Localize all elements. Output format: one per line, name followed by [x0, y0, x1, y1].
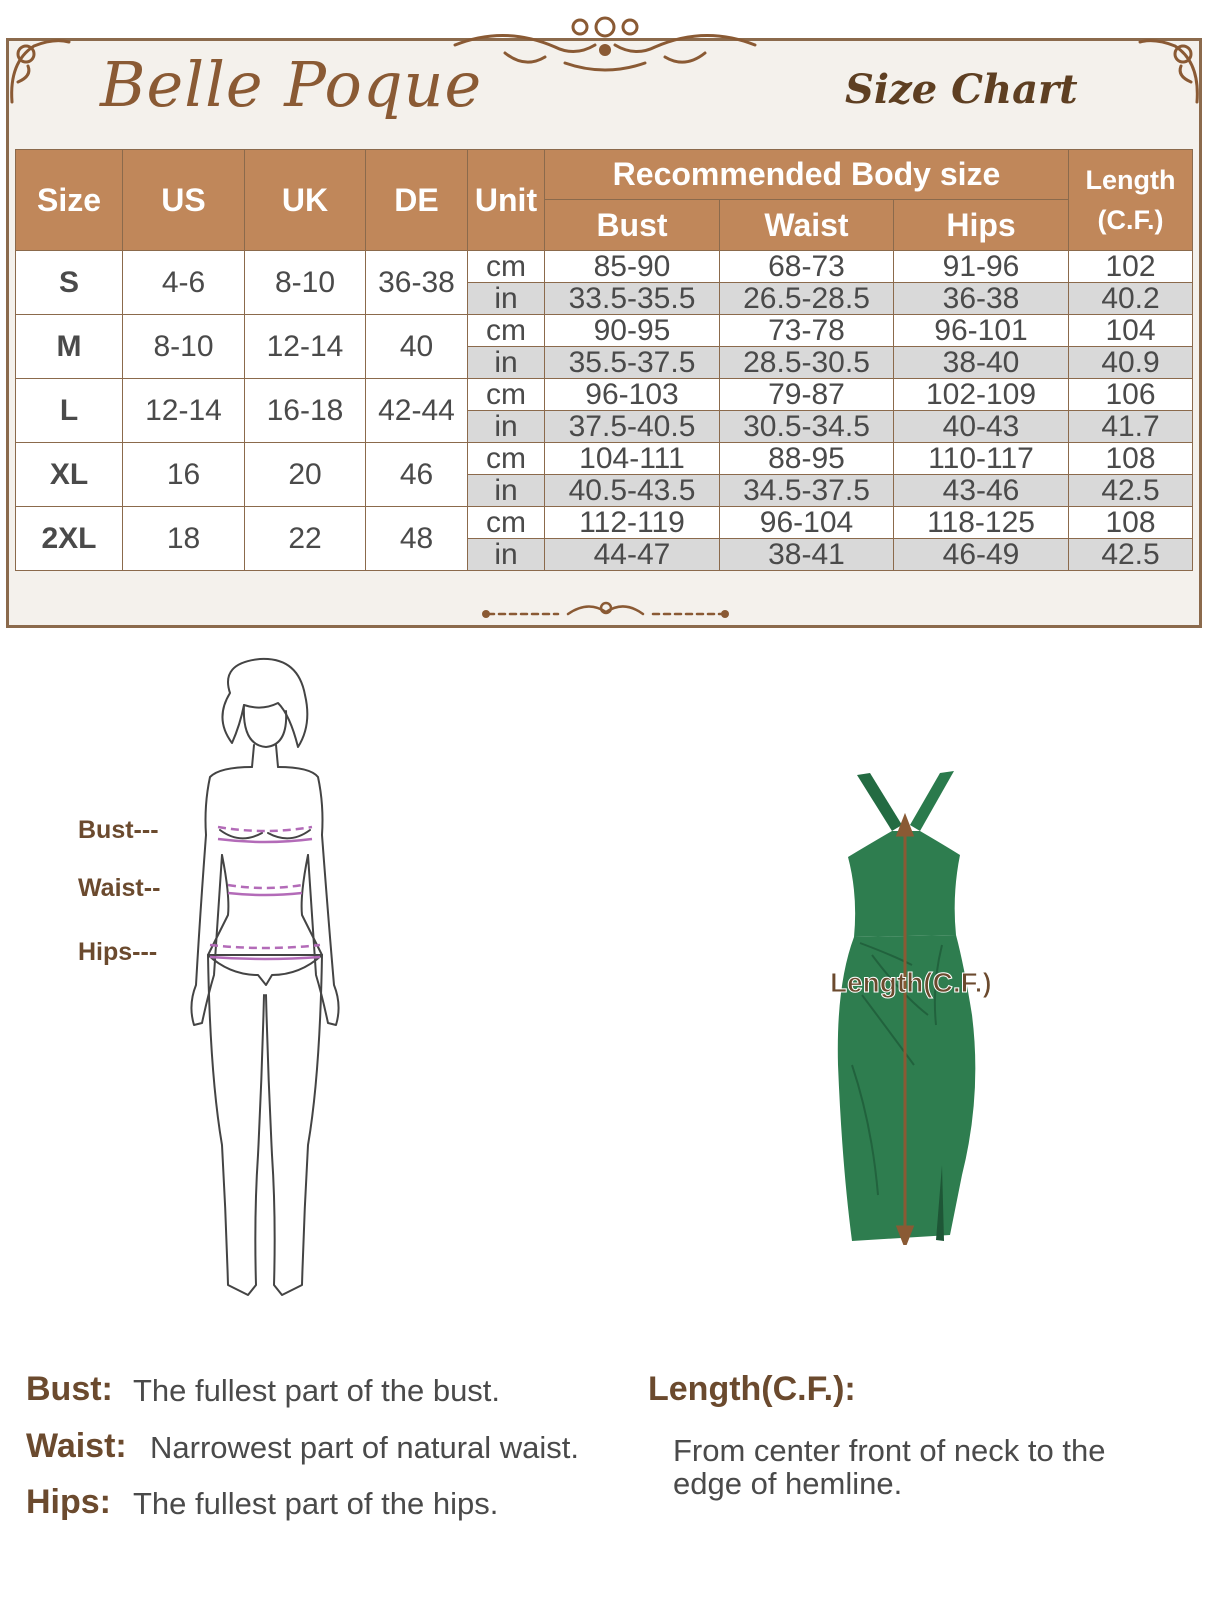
- length-cm-cell: 102: [1069, 251, 1193, 283]
- hips-in-cell: 36-38: [894, 283, 1069, 315]
- bust-in-cell: 40.5-43.5: [545, 475, 720, 507]
- table-row: [16, 443, 1193, 475]
- unit-cm-cell: cm: [468, 315, 545, 347]
- top-center-ornament-icon: [445, 5, 765, 77]
- us-cell: 16: [123, 443, 245, 507]
- hips-cm-cell: 118-125: [894, 507, 1069, 539]
- unit-cm-cell: cm: [468, 251, 545, 283]
- brand-logo: Belle Poque: [100, 48, 483, 121]
- de-cell: 46: [366, 443, 468, 507]
- hips-label: Hips---: [78, 938, 158, 966]
- def-length-text-line2: edge of hemline.: [673, 1466, 903, 1501]
- waist-cm-cell: 79-87: [720, 379, 894, 411]
- chart-title: Size Chart: [845, 66, 1078, 113]
- uk-cell: 16-18: [245, 379, 366, 443]
- waist-in-cell: 28.5-30.5: [720, 347, 894, 379]
- header-de: DE: [366, 150, 468, 251]
- top-right-corner-ornament-icon: [1135, 32, 1205, 112]
- length-in-cell: 42.5: [1069, 475, 1193, 507]
- bust-cm-cell: 112-119: [545, 507, 720, 539]
- waist-label: Waist--: [78, 874, 161, 902]
- length-cm-cell: 108: [1069, 443, 1193, 475]
- unit-cm-cell: cm: [468, 507, 545, 539]
- de-cell: 48: [366, 507, 468, 571]
- header-uk: UK: [245, 150, 366, 251]
- def-hips-term: Hips:: [26, 1483, 111, 1521]
- size-cell: XL: [16, 443, 123, 507]
- uk-cell: 12-14: [245, 315, 366, 379]
- waist-in-cell: 30.5-34.5: [720, 411, 894, 443]
- size-table: [15, 149, 1193, 571]
- length-in-cell: 41.7: [1069, 411, 1193, 443]
- def-waist-term: Waist:: [26, 1427, 127, 1465]
- header-length-line2: (C.F.): [1097, 205, 1164, 235]
- def-length-text-line1: From center front of neck to the: [673, 1433, 1106, 1468]
- waist-in-cell: 34.5-37.5: [720, 475, 894, 507]
- waist-cm-cell: 88-95: [720, 443, 894, 475]
- hips-cm-cell: 102-109: [894, 379, 1069, 411]
- header-us: US: [123, 150, 245, 251]
- de-cell: 42-44: [366, 379, 468, 443]
- de-cell: 36-38: [366, 251, 468, 315]
- hips-cm-cell: 96-101: [894, 315, 1069, 347]
- bust-in-cell: 37.5-40.5: [545, 411, 720, 443]
- de-cell: 40: [366, 315, 468, 379]
- header-hips: Hips: [894, 200, 1069, 251]
- length-in-cell: 42.5: [1069, 539, 1193, 571]
- uk-cell: 22: [245, 507, 366, 571]
- size-cell: L: [16, 379, 123, 443]
- waist-cm-cell: 68-73: [720, 251, 894, 283]
- def-length-term: Length(C.F.):: [648, 1370, 856, 1408]
- bust-cm-cell: 96-103: [545, 379, 720, 411]
- size-table-body: [16, 251, 1193, 571]
- us-cell: 12-14: [123, 379, 245, 443]
- uk-cell: 20: [245, 443, 366, 507]
- bust-in-cell: 33.5-35.5: [545, 283, 720, 315]
- header-length-line1: Length: [1085, 165, 1176, 195]
- size-cell: S: [16, 251, 123, 315]
- hips-in-cell: 40-43: [894, 411, 1069, 443]
- def-hips-text: The fullest part of the hips.: [133, 1486, 499, 1521]
- bust-cm-cell: 85-90: [545, 251, 720, 283]
- header-size: Size: [16, 150, 123, 251]
- header-waist: Waist: [720, 200, 894, 251]
- body-figure-illustration: [170, 655, 360, 1305]
- waist-in-cell: 38-41: [720, 539, 894, 571]
- table-row: [16, 379, 1193, 411]
- unit-in-cell: in: [468, 539, 545, 571]
- us-cell: 4-6: [123, 251, 245, 315]
- table-row: [16, 507, 1193, 539]
- table-row: [16, 251, 1193, 283]
- header-length: [1069, 150, 1193, 251]
- def-waist-text: Narrowest part of natural waist.: [150, 1430, 580, 1465]
- unit-cm-cell: cm: [468, 443, 545, 475]
- hips-in-cell: 38-40: [894, 347, 1069, 379]
- bust-cm-cell: 104-111: [545, 443, 720, 475]
- waist-cm-cell: 96-104: [720, 507, 894, 539]
- uk-cell: 8-10: [245, 251, 366, 315]
- bust-in-cell: 35.5-37.5: [545, 347, 720, 379]
- table-row: [16, 315, 1193, 347]
- def-bust-term: Bust:: [26, 1370, 113, 1408]
- us-cell: 8-10: [123, 315, 245, 379]
- waist-in-cell: 26.5-28.5: [720, 283, 894, 315]
- length-cm-cell: 104: [1069, 315, 1193, 347]
- us-cell: 18: [123, 507, 245, 571]
- dress-illustration: [832, 765, 982, 1245]
- top-left-corner-ornament-icon: [4, 32, 74, 112]
- size-cell: M: [16, 315, 123, 379]
- hips-cm-cell: 110-117: [894, 443, 1069, 475]
- length-in-cell: 40.2: [1069, 283, 1193, 315]
- length-cm-cell: 106: [1069, 379, 1193, 411]
- hips-in-cell: 43-46: [894, 475, 1069, 507]
- bust-in-cell: 44-47: [545, 539, 720, 571]
- bust-label: Bust---: [78, 816, 159, 844]
- unit-in-cell: in: [468, 411, 545, 443]
- bust-cm-cell: 90-95: [545, 315, 720, 347]
- waist-cm-cell: 73-78: [720, 315, 894, 347]
- header-recommended: Recommended Body size: [545, 150, 1069, 200]
- length-cm-cell: 108: [1069, 507, 1193, 539]
- unit-in-cell: in: [468, 475, 545, 507]
- bottom-center-ornament-icon: [478, 598, 733, 628]
- def-bust-text: The fullest part of the bust.: [133, 1373, 501, 1408]
- hips-in-cell: 46-49: [894, 539, 1069, 571]
- hips-cm-cell: 91-96: [894, 251, 1069, 283]
- unit-in-cell: in: [468, 283, 545, 315]
- length-in-cell: 40.9: [1069, 347, 1193, 379]
- unit-cm-cell: cm: [468, 379, 545, 411]
- size-cell: 2XL: [16, 507, 123, 571]
- length-cf-label: Length(C.F.): [830, 967, 992, 998]
- header-unit: Unit: [468, 150, 545, 251]
- unit-in-cell: in: [468, 347, 545, 379]
- header-bust: Bust: [545, 200, 720, 251]
